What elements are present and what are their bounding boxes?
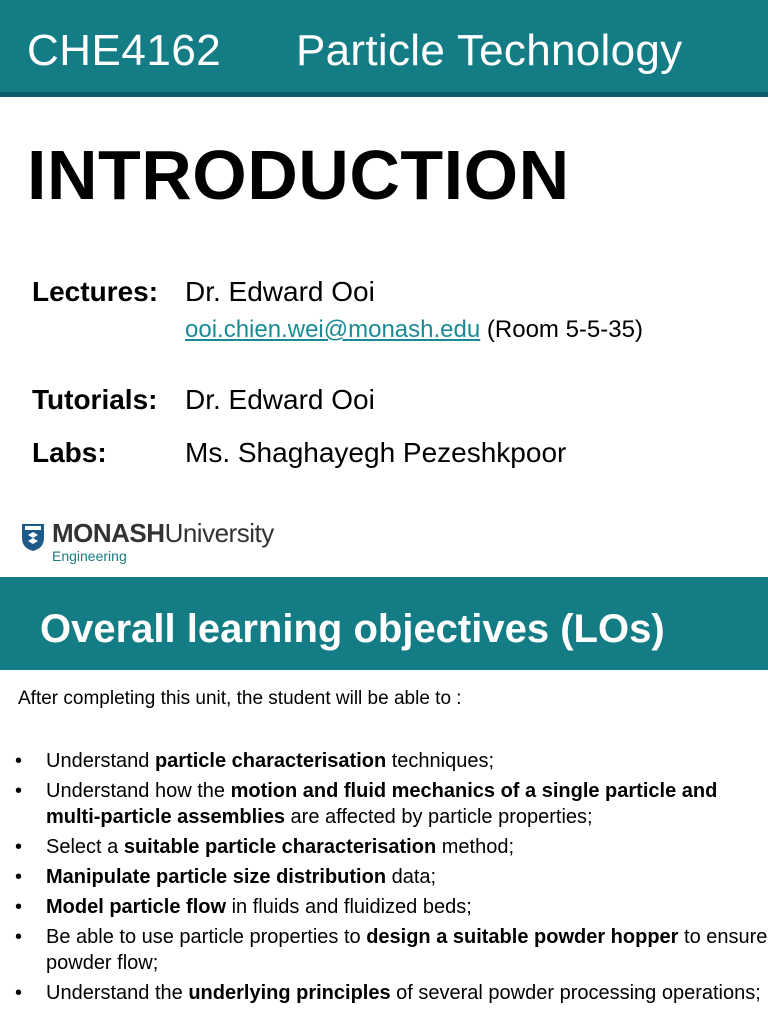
list-item: • Understand particle characterisation techniques;	[15, 750, 495, 772]
bullet-icon: •	[15, 866, 23, 888]
logo-wordmark: MONASHUniversity	[52, 518, 274, 548]
tutorials-value: Dr. Edward Ooi	[185, 384, 375, 415]
labs-value: Ms. Shaghayegh Pezeshkpoor	[185, 437, 567, 468]
bullet-icon: •	[15, 836, 23, 858]
list-item: • Understand how the motion and fluid mechanics of a single particle and multi-particle assemblies are affected by particle properties;	[15, 780, 718, 828]
list-item: • Manipulate particle size distribution data;	[15, 866, 437, 888]
email-link[interactable]: ooi.chien.wei@monash.edu	[185, 316, 481, 343]
monash-logo	[20, 518, 280, 566]
slide-learning-objectives	[0, 577, 768, 1024]
course-code: CHE4162	[27, 26, 222, 75]
objectives-list	[0, 748, 768, 1010]
list-item: • Understand the underlying principles of several powder processing operations;	[15, 982, 761, 1004]
bullet-icon: •	[15, 982, 23, 1004]
section-title: Overall learning objectives (LOs)	[40, 607, 665, 651]
bullet-icon: •	[15, 780, 23, 802]
page-title: INTRODUCTION	[27, 136, 570, 214]
slide-header	[0, 577, 768, 670]
list-item: • Select a suitable particle characterisation method;	[15, 836, 514, 858]
list-item: • Model particle flow in fluids and fluidized beds;	[15, 896, 472, 918]
list-item: • Be able to use particle properties to design a suitable powder hopper to ensure powder flow;	[15, 926, 768, 974]
contact-line	[185, 316, 643, 344]
logo-subtitle: Engineering	[52, 548, 127, 564]
slide-header	[0, 0, 768, 97]
bullet-icon: •	[15, 896, 23, 918]
crest-icon	[20, 522, 46, 552]
bullet-icon: •	[15, 926, 23, 948]
room-number: (Room 5-5-35)	[486, 316, 643, 343]
course-name: Particle Technology	[296, 26, 683, 75]
lectures-label: Lectures:	[32, 276, 159, 307]
labs-label: Labs:	[32, 437, 107, 468]
bullet-icon: •	[15, 750, 23, 772]
tutorials-label: Tutorials:	[32, 384, 158, 415]
lead-text: After completing this unit, the student will be able to :	[18, 688, 462, 709]
lectures-value: Dr. Edward Ooi	[185, 276, 375, 307]
